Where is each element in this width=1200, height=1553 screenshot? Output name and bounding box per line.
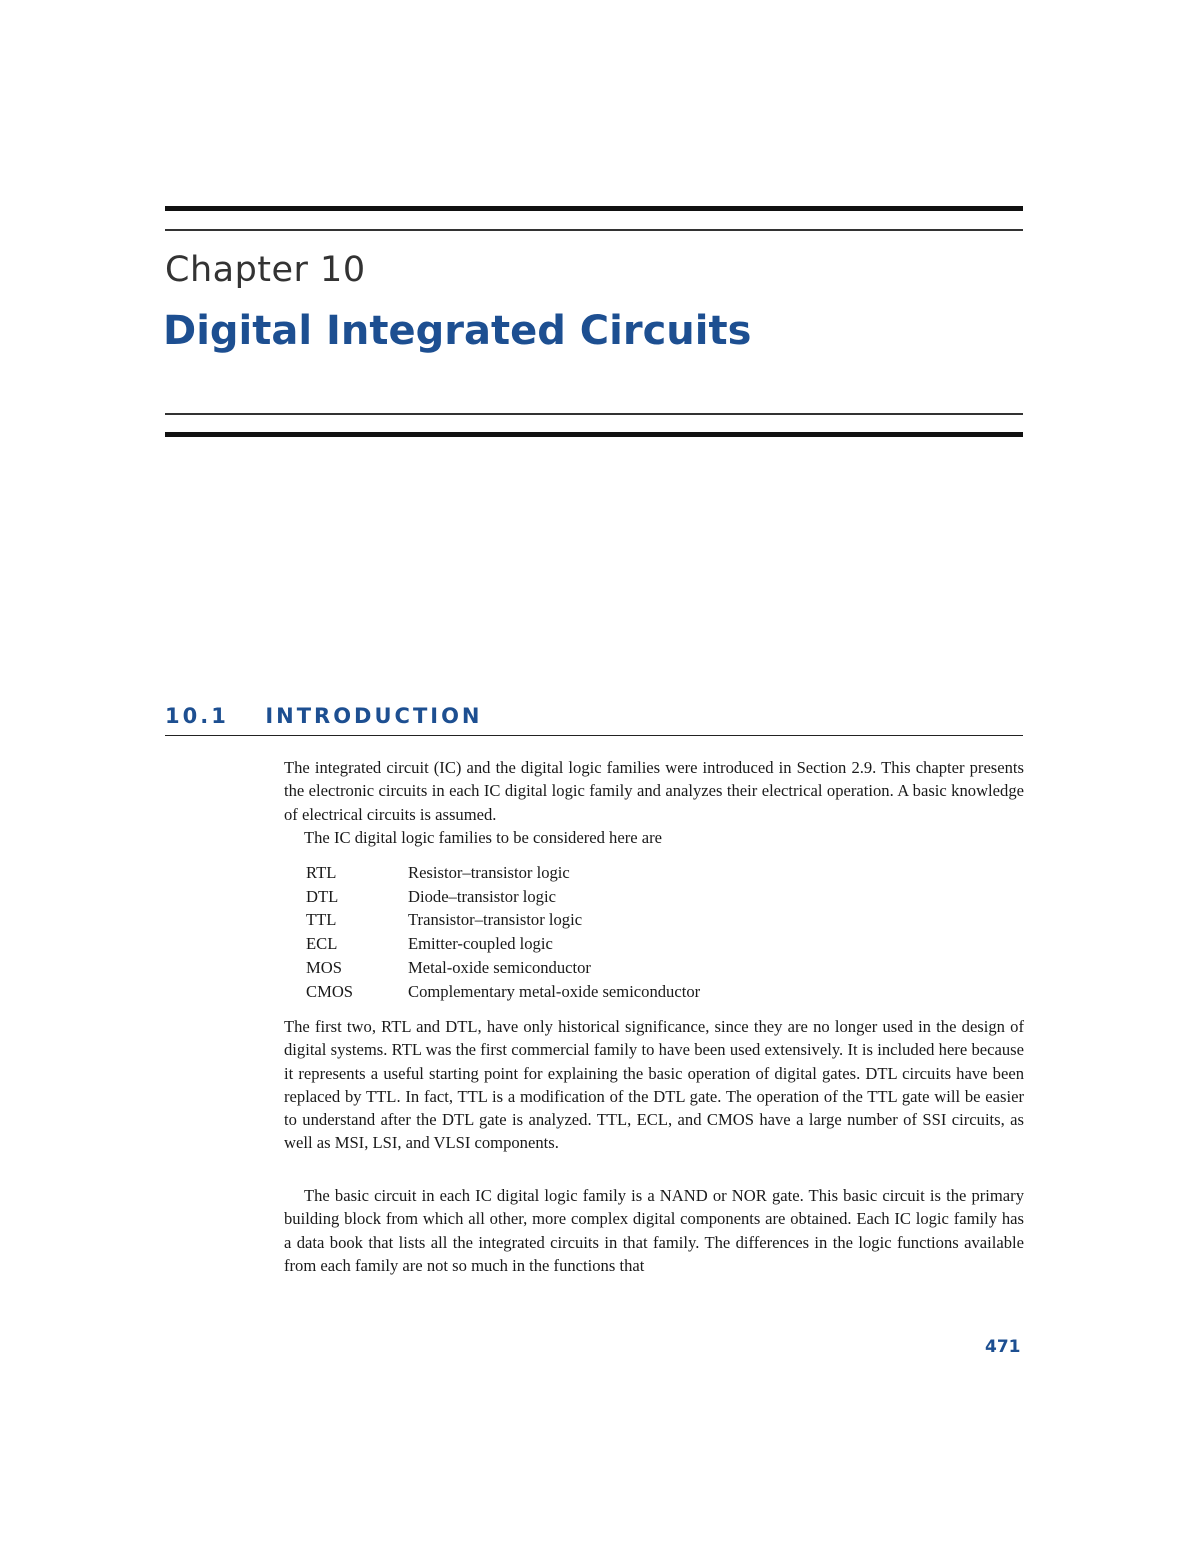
- chapter-title: Digital Integrated Circuits: [163, 308, 752, 354]
- top-thin-rule: [165, 229, 1023, 231]
- list-item: [306, 861, 906, 885]
- family-abbreviation: TTL: [306, 910, 337, 930]
- list-item: [306, 980, 906, 1004]
- family-abbreviation: MOS: [306, 957, 342, 977]
- bottom-thick-rule: [165, 432, 1023, 437]
- family-abbreviation: DTL: [306, 886, 339, 906]
- logic-families-list: [306, 861, 906, 1003]
- top-thick-rule: [165, 206, 1023, 211]
- list-item: [306, 908, 906, 932]
- family-name: Metal-oxide semiconductor: [408, 957, 591, 977]
- list-item: [306, 932, 906, 956]
- family-name: Diode–transistor logic: [408, 886, 556, 906]
- section-heading: [165, 704, 1023, 736]
- family-name: Resistor–transistor logic: [408, 863, 570, 882]
- family-name: Emitter-coupled logic: [408, 934, 553, 954]
- page-number: 471: [985, 1337, 1021, 1357]
- paragraph-history: The first two, RTL and DTL, have only historical significance, since they are no longer used in the design of digital systems. RTL was the first commercial family to have been used extensively. It is included here because it represents a useful starting point for explaining the basic operation of digital gates. DTL circuits have been replaced by TTL. In fact, TTL is a modification of the DTL gate. The operation of the TTL gate will be easier to understand after the DTL gate is analyzed. TTL, ECL, and CMOS have a large number of SSI circuits, as well as MSI, LSI, and VLSI components.: [284, 1017, 1024, 1153]
- family-name: Transistor–transistor logic: [408, 910, 583, 930]
- family-name: Complementary metal-oxide semiconductor: [408, 981, 701, 1001]
- bottom-thin-rule: [165, 413, 1023, 415]
- family-abbreviation: RTL: [306, 863, 337, 882]
- paragraph-families-lead: The IC digital logic families to be considered here are: [304, 828, 663, 847]
- family-abbreviation: CMOS: [306, 981, 354, 1001]
- family-abbreviation: ECL: [306, 934, 338, 954]
- section-title: INTRODUCTION: [265, 704, 483, 728]
- paragraph-intro: The integrated circuit (IC) and the digital logic families were introduced in Section 2.9. This chapter presents the electronic circuits in each IC digital logic family and analyzes their electrical operation. A basic knowledge of electrical circuits is assumed.: [284, 758, 1024, 824]
- paragraph-basic-circuit: The basic circuit in each IC digital logic family is a NAND or NOR gate. This basic circuit is the primary building block from which all other, more complex digital components are obtained. Each IC logic family has a data book that lists all the integrated circuits in that family. The differences in the logic functions available from each family are not so much in the functions that: [284, 1186, 1024, 1275]
- chapter-label: Chapter 10: [165, 250, 366, 290]
- list-item: [306, 885, 906, 909]
- section-number: 10.1: [165, 704, 229, 728]
- list-item: [306, 956, 906, 980]
